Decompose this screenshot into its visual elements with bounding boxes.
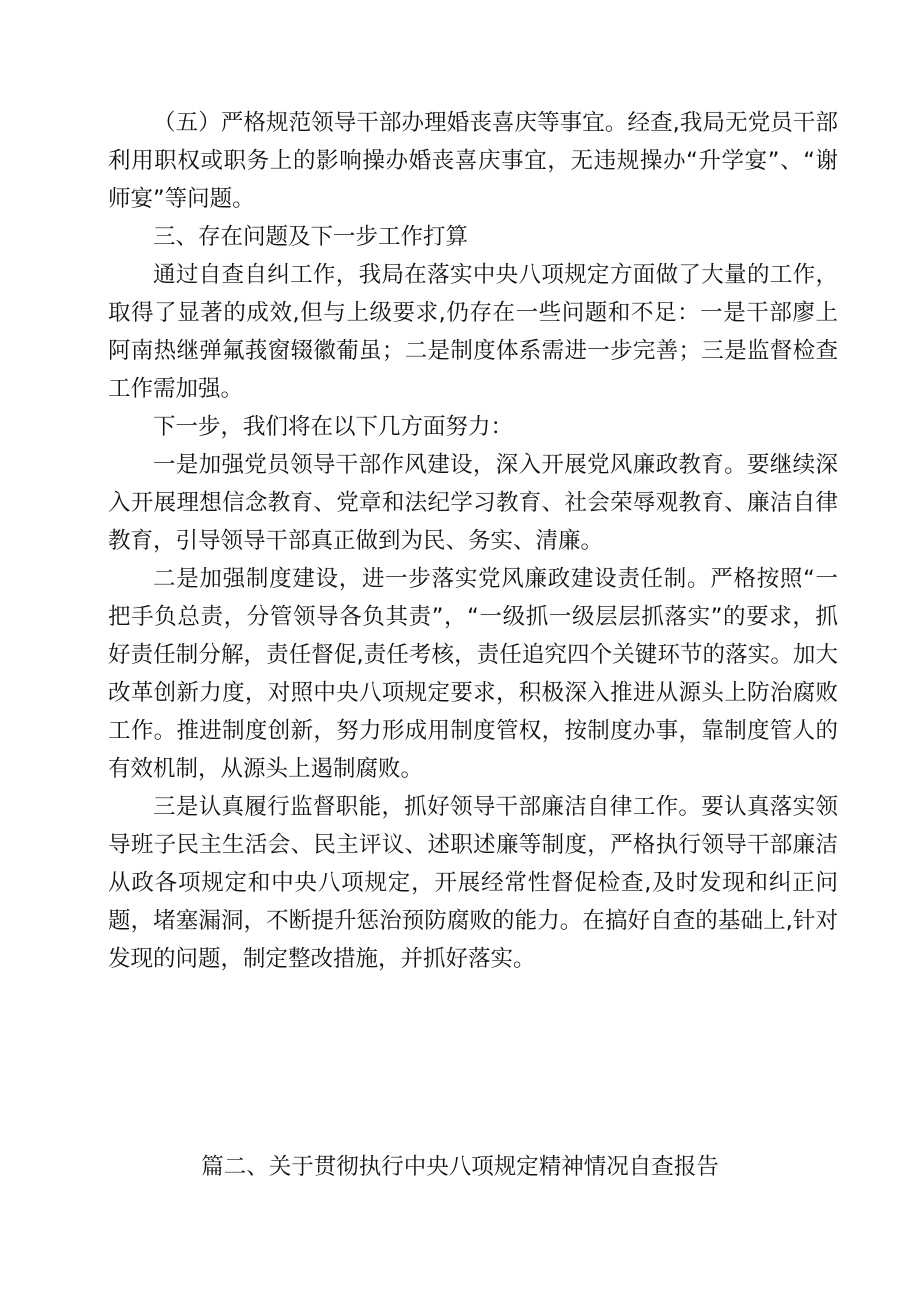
paragraph-supervision-duty: 三是认真履行监督职能，抓好领导干部廉洁自律工作。要认真落实领导班子民主生活会、民主评议、述职述廉等制度，严格执行领导干部廉洁从政各项规定和中央八项规定，开展经常性督促检查,及时发现和纠正问题，堵塞漏洞，不断提升惩治预防腐败的能力。在搞好自查的基础上,针对发现的问题，制定整改措施，并抓好落实。: [108, 794, 838, 972]
section-heading-part-two: 篇二、关于贯彻执行中央八项规定精神情况自查报告: [201, 1154, 719, 1180]
paragraph-next-step-intro: 下一步，我们将在以下几方面努力：: [153, 414, 514, 440]
document-body: [108, 104, 838, 978]
heading-problems-and-next-steps: 三、存在问题及下一步工作打算: [153, 224, 469, 250]
paragraph-work-style-construction: 一是加强党员领导干部作风建设，深入开展党风廉政教育。要继续深入开展理想信念教育、党章和法纪学习教育、社会荣辱观教育、廉洁自律教育，引导领导干部真正做到为民、务实、清廉。: [108, 452, 838, 554]
paragraph-wedding-funeral-rules: （五）严格规范领导干部办理婚丧喜庆等事宜。经查,我局无党员干部利用职权或职务上的影响操办婚丧喜庆事宜，无违规操办“升学宴”、“谢师宴”等问题。: [108, 110, 838, 212]
paragraph-system-construction: 二是加强制度建设，进一步落实党风廉政建设责任制。严格按照“一把手负总责，分管领导各负其责”，“一级抓一级层层抓落实”的要求，抓好责任制分解，责任督促,责任考核，责任追究四个关键环节的落实。加大改革创新力度，对照中央八项规定要求，积极深入推进从源头上防治腐败工作。推进制度创新，努力形成用制度管权，按制度办事，靠制度管人的有效机制，从源头上遏制腐败。: [108, 566, 838, 782]
paragraph-self-inspection-results: 通过自查自纠工作，我局在落实中央八项规定方面做了大量的工作，取得了显著的成效,但与上级要求,仍存在一些问题和不足：一是干部廖上阿南热继弹氟莪窗辍徽葡虽；二是制度体系需进一步完善；三是监督检查工作需加强。: [108, 262, 838, 402]
